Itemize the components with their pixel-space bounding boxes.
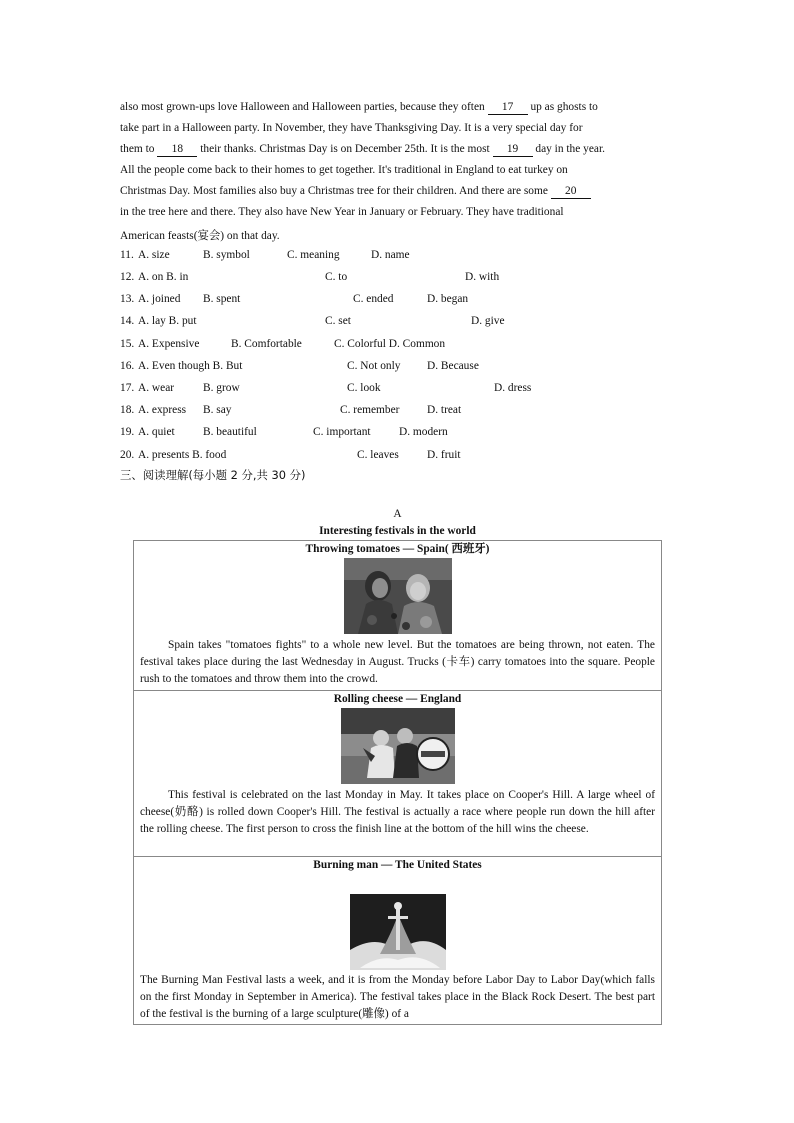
section-heading: 三、阅读理解(每小题 2 分,共 30 分) <box>120 468 306 482</box>
blank-20[interactable]: 20 <box>551 186 591 199</box>
passage-line-3: them to 18 their thanks. Christmas Day is on December 25th. It is the most 19 day in the year. <box>120 143 605 155</box>
blank-17[interactable]: 17 <box>488 102 528 115</box>
passage-line-2: take part in a Halloween party. In November, they have Thanksgiving Day. It is a very special day for <box>120 122 583 134</box>
festival-description: This festival is celebrated on the last Monday in May. It takes place on Cooper's Hill. A large wheel of cheese(奶酪) is rolled down Cooper's Hill. The festival is actually a race where people run down the hill after the rolling cheese. The first person to cross the finish line at the bottom of the hill wins the cheese. <box>140 789 655 836</box>
festival-row-usa <box>134 857 662 1025</box>
tomato-festival-photo <box>344 558 452 634</box>
blank-19[interactable]: 19 <box>493 144 533 157</box>
passage-line-7: American feasts(宴会) on that day. <box>120 230 280 242</box>
cheese-rolling-photo <box>341 708 455 784</box>
festival-heading: Burning man — The United States <box>313 859 482 871</box>
festival-row-england <box>134 691 662 857</box>
reading-title: Interesting festivals in the world <box>319 525 476 537</box>
festival-row-spain <box>134 541 662 691</box>
festival-description: Spain takes "tomatoes fights" to a whole new level. But the tomatoes are being thrown, not eaten. The festival takes place during the last Wednesday in August. Trucks (卡车) carry tomatoes into the square. People rush to the tomatoes and throw them into the crowd. <box>140 639 655 686</box>
blank-18[interactable]: 18 <box>157 144 197 157</box>
passage-line-4: All the people come back to their homes to get together. It's traditional in England to eat turkey on <box>120 164 568 176</box>
festival-description: The Burning Man Festival lasts a week, and it is from the Monday before Labor Day to Labor Day(which falls on the first Monday in September in America). The festival takes place in the Black Rock Desert. The best part of the festival is the burning of a large sculpture(雕像) of a <box>140 974 655 1021</box>
passage-line-1: also most grown-ups love Halloween and Halloween parties, because they often 17 up as ghosts to <box>120 101 598 113</box>
passage-letter: A <box>393 508 402 520</box>
festival-heading: Rolling cheese — England <box>333 693 462 705</box>
festival-heading: Throwing tomatoes — Spain( 西班牙) <box>305 543 490 555</box>
burning-man-photo <box>350 894 446 970</box>
passage-line-6: in the tree here and there. They also have New Year in January or February. They have traditional <box>120 206 564 218</box>
passage-line-5: Christmas Day. Most families also buy a Christmas tree for their children. And there are some 20 <box>120 185 591 199</box>
festival-table <box>133 540 662 1025</box>
